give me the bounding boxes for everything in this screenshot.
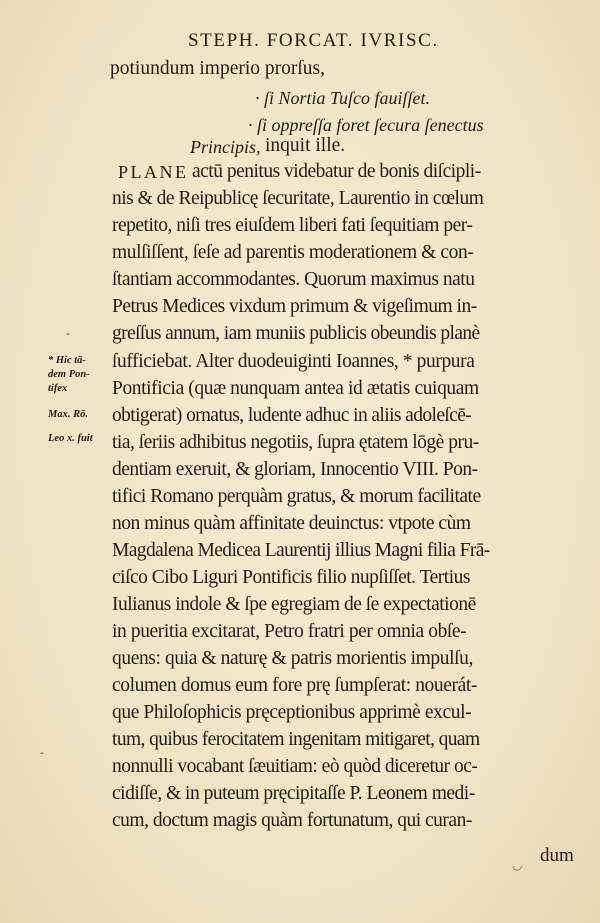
text-line: repetito, niſi tres eiuſdem liberi fati ſequitiam per-: [112, 215, 473, 236]
marginal-note: Max. Rō.: [48, 409, 88, 420]
ink-spot: ◡: [512, 858, 523, 872]
running-header: STEPH. FORCAT. IVRISC.: [188, 30, 439, 51]
margin-mark: -: [40, 745, 44, 759]
marginal-note: * Hic tā-: [48, 355, 86, 366]
text-line: Petrus Medices vixdum primum & vigeſimum in-: [112, 296, 477, 317]
text-line: dentiam exeruit, & gloriam, Innocentio VIII. Pon-: [112, 459, 478, 480]
marginal-note: tifex: [48, 383, 68, 394]
verse-line: · ſi oppreſſa foret ſecura ſenectus: [248, 115, 484, 135]
catchword: dum: [540, 845, 574, 866]
text-line: ciſco Cibo Liguri Pontificis filio nupſiſſet. Tertius: [112, 567, 470, 588]
verse-line: Principis,: [190, 137, 261, 157]
marginal-note: Leo x. fuit: [48, 433, 93, 444]
text-line: nis & de Reipublicę ſecuritate, Laurentio in cœlum: [112, 188, 484, 209]
text-line: inquit ille.: [265, 135, 346, 156]
text-line: in pueritia excitarat, Petro fratri per omnia obſe-: [112, 621, 467, 642]
initial-word: PLANE: [118, 162, 189, 182]
text-line: nonnulli vocabant ſæuitiam: eò quòd diceretur oc-: [112, 756, 478, 777]
text-line: Magdalena Medicea Laurentij illius Magni filia Frā-: [112, 540, 490, 561]
text-line: obtigerat) ornatus, ludente adhuc in aliis adoleſcē-: [112, 405, 472, 426]
text-line: greſſus annum, iam muniis publicis obeundis planè: [112, 323, 480, 344]
margin-mark: -: [66, 326, 70, 340]
text-line: actū penitus videbatur de bonis diſcipli-: [192, 161, 481, 182]
text-line: tifici Romano perquàm gratus, & morum facilitate: [112, 486, 481, 507]
text-line: potiundum imperio prorſus,: [110, 58, 326, 79]
text-line: que Philoſophicis pręceptionibus apprimè excul-: [112, 702, 472, 723]
text-line: Iulianus indole & ſpe egregiam de ſe expectationē: [112, 594, 476, 615]
marginal-note: dem Pon-: [48, 369, 90, 380]
text-line: non minus quàm affinitate deuinctus: vtpote cùm: [112, 513, 471, 534]
text-line: Pontificia (quæ nunquam antea id ætatis cuiquam: [112, 378, 479, 399]
verse-line: · ſi Nortia Tuſco fauiſſet.: [255, 88, 431, 108]
text-line: columen domus eum fore prę ſumpſerat: nouerát-: [112, 675, 477, 696]
text-line: ſtantiam accommodantes. Quorum maximus natu: [112, 269, 475, 290]
text-line: tum, quibus ferocitatem ingenitam mitigaret, quam: [112, 729, 480, 750]
text-line: tia, ſeriis adhibitus negotiis, ſupra ętatem lōgè pru-: [112, 432, 479, 453]
text-line: cidiſſe, & in puteum pręcipitaſſe P. Leonem medi-: [112, 783, 475, 804]
text-line: ſufficiebat. Alter duodeuiginti Ioannes, * purpura: [112, 351, 475, 372]
text-line: cum, doctum magis quàm fortunatum, qui curan-: [112, 810, 472, 831]
text-line: mulſiſſent, ſeſe ad parentis moderationem & con-: [112, 242, 474, 263]
text-line: quens: quia & naturę & patris morientis impulſu,: [112, 648, 473, 669]
